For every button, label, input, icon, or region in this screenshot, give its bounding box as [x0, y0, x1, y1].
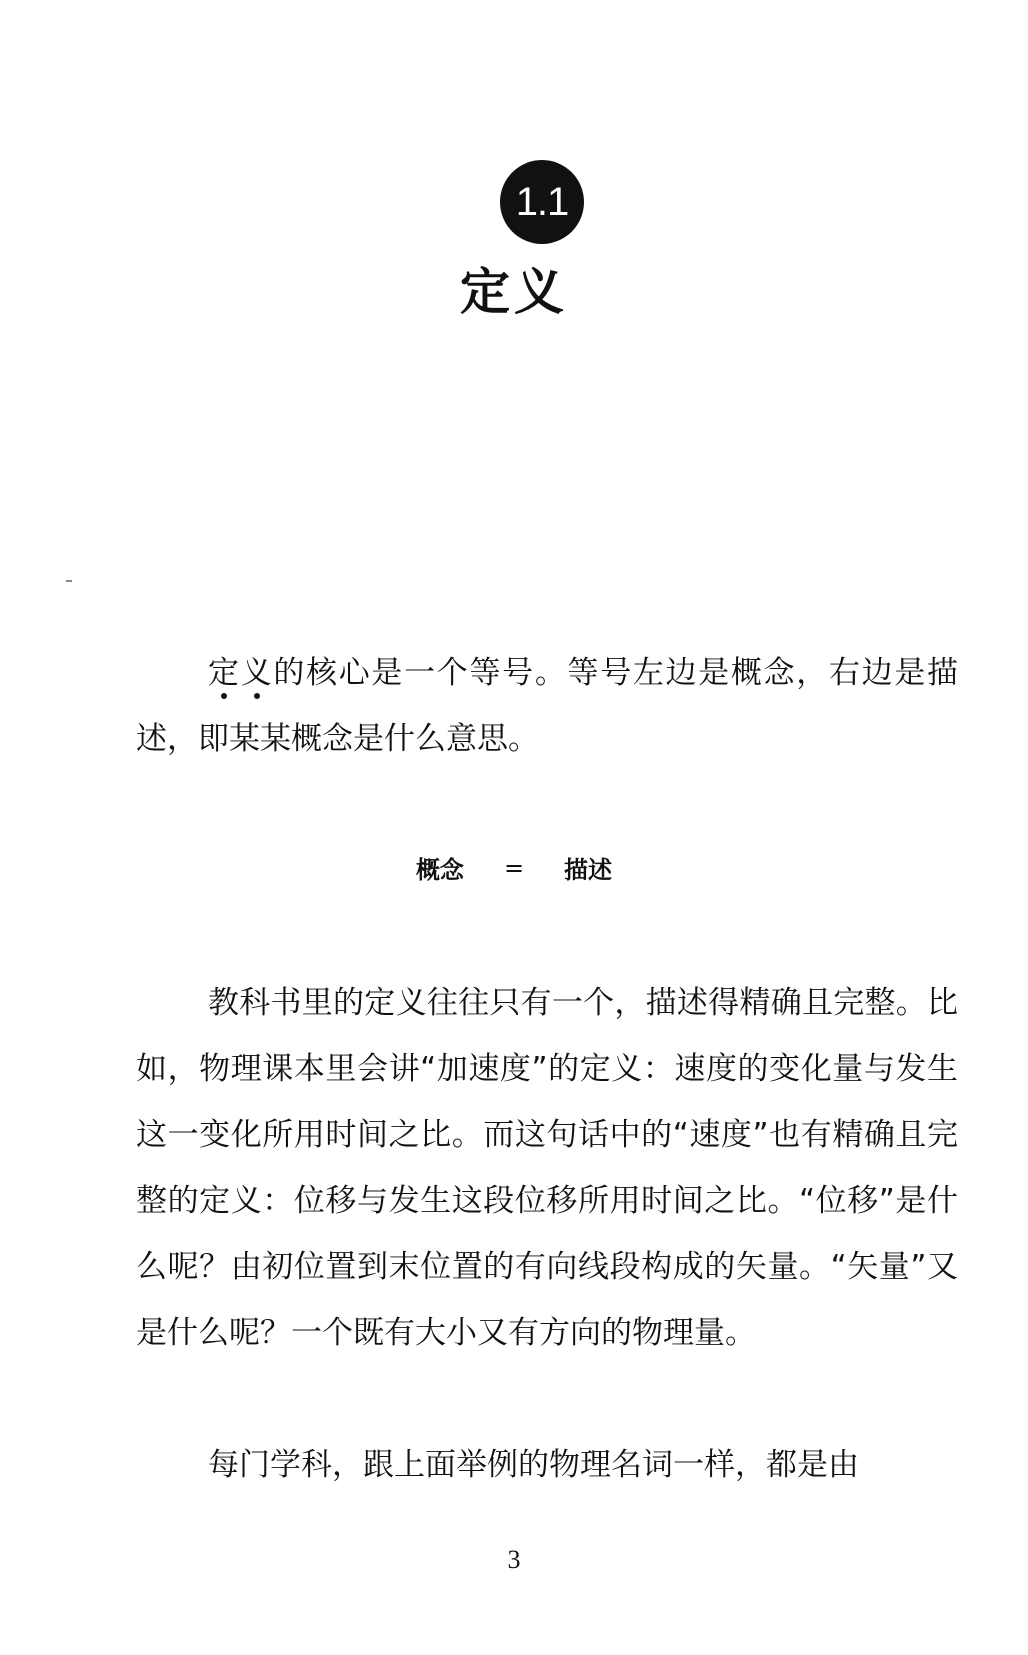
- paragraph-continuation: 每门学科，跟上面举例的物理名词一样，都是由: [208, 1447, 859, 1483]
- section-title: 定义: [460, 263, 568, 321]
- formula-concept: 概念: [415, 856, 464, 884]
- paragraph-intro-text: 的核心是一个等号。等号左边是概念，右边是描述，即某某概念是什么意思。: [136, 655, 959, 757]
- scan-mark: [66, 580, 72, 582]
- formula-equals: =: [503, 853, 525, 882]
- section-number-badge: [500, 160, 584, 244]
- section-number: 1.1: [515, 179, 569, 224]
- emphasized-char: 定: [208, 655, 241, 691]
- definition-formula: [0, 850, 1028, 885]
- paragraph-intro: [136, 640, 958, 772]
- page-number: 3: [507, 1545, 521, 1574]
- emphasized-char: 义: [240, 655, 274, 691]
- paragraph-example: 教科书里的定义往往只有一个，描述得精确且完整。比如，物理课本里会讲“加速度”的定义：速度的变化量与发生这一变化所用时间之比。而这句话中的“速度”也有精确且完整的定义：位移与发生这段位移所用时间之比。“位移”是什么呢？由初位置到末位置的有向线段构成的矢量。“矢量”又是什么呢？一个既有大小又有方向的物理量。: [136, 985, 958, 1351]
- formula-description: 描述: [564, 856, 613, 884]
